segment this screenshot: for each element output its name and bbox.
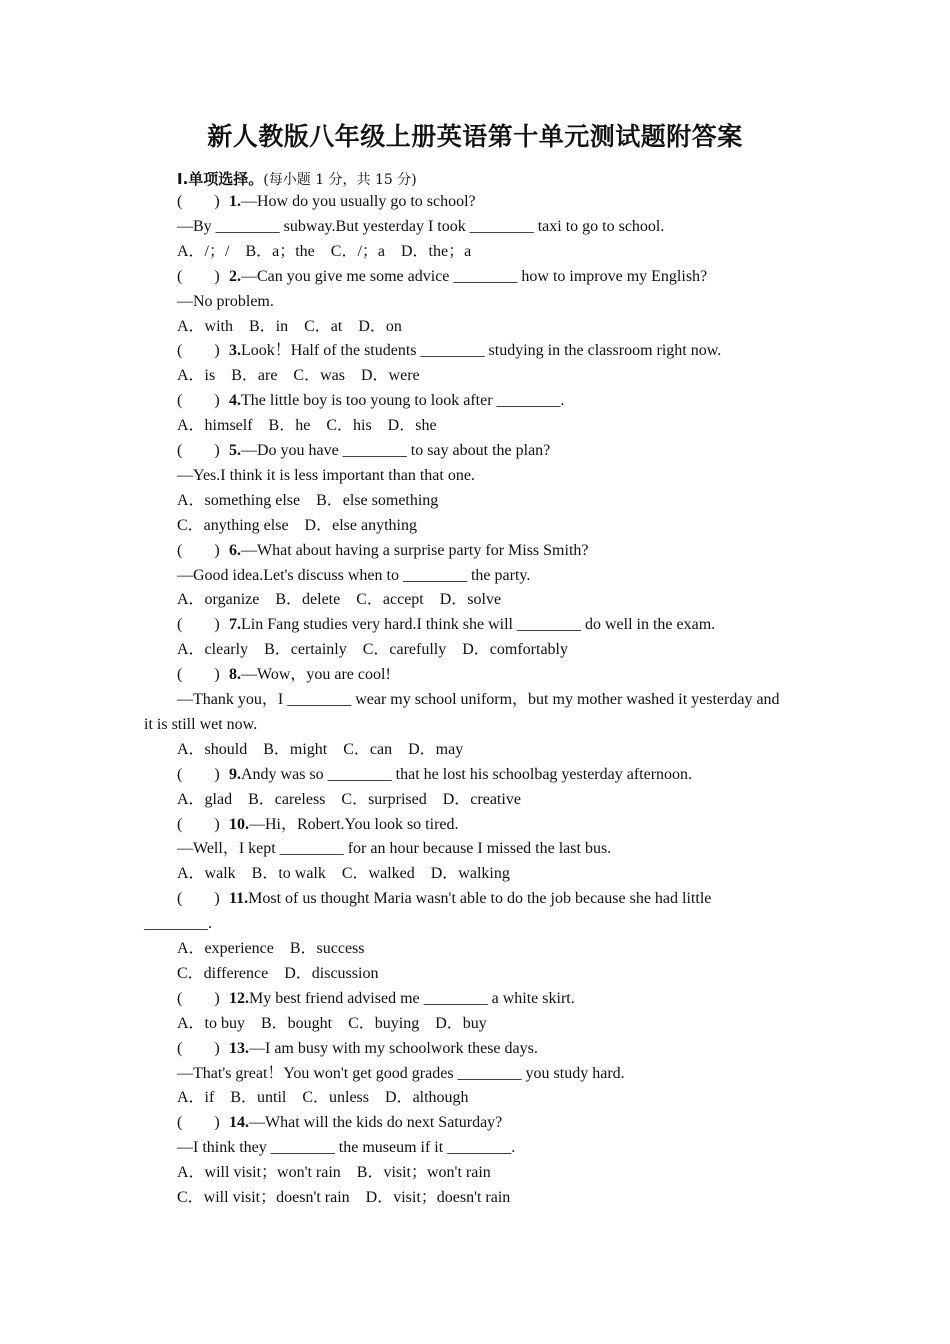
text-line — [177, 1012, 487, 1037]
question-number: 14. — [229, 1114, 249, 1132]
answer-parentheses: ( ) — [177, 193, 220, 210]
text-line — [177, 1186, 510, 1211]
line-text: —Thank you，I ________ wear my school uniform，but my mother washed it yesterday and — [177, 691, 780, 708]
line-text: A．is B．are C．was D．were — [177, 367, 420, 385]
question-line — [177, 1037, 538, 1062]
text-line — [177, 862, 510, 887]
question-text: —Wow，you are cool! — [241, 666, 391, 684]
question-text: —What about having a surprise party for Miss Smith? — [241, 541, 589, 559]
question-line — [177, 389, 565, 414]
document-title: 新人教版八年级上册英语第十单元测试题附答案 — [207, 122, 743, 151]
question-line — [177, 339, 721, 364]
question-number: 2. — [229, 267, 241, 285]
line-text: C．difference D．discussion — [177, 964, 379, 982]
line-text: A．something else B．else something — [177, 491, 439, 509]
question-number: 6. — [229, 541, 241, 559]
line-text: C．will visit；doesn't rain D．visit；doesn't rain — [177, 1189, 511, 1206]
line-text: —By ________ subway.But yesterday I took ________ taxi to go to school. — [177, 217, 665, 235]
line-text: —Well，I kept ________ for an hour because I missed the last bus. — [177, 840, 612, 858]
question-text: —I am busy with my schoolwork these days. — [249, 1039, 538, 1057]
question-text: —Do you have ________ to say about the plan? — [241, 442, 551, 459]
question-line — [177, 190, 476, 215]
text-line — [177, 464, 475, 489]
question-line — [177, 539, 589, 564]
question-number: 1. — [229, 193, 241, 210]
line-text: A．will visit；won't rain B．visit；won't rain — [177, 1164, 491, 1182]
line-text: —No problem. — [177, 292, 274, 310]
text-line — [177, 1161, 491, 1186]
text-line — [177, 738, 463, 763]
text-line — [177, 215, 664, 240]
text-line — [177, 937, 365, 962]
question-number: 10. — [229, 815, 249, 833]
answer-parentheses: ( ) — [177, 342, 220, 360]
question-line — [177, 1111, 502, 1136]
question-line — [177, 763, 692, 788]
question-text: Andy was so ________ that he lost his schoolbag yesterday afternoon. — [241, 765, 693, 783]
line-text: A．walk B．to walk C．walked D．walking — [177, 865, 510, 883]
question-line — [177, 439, 550, 464]
text-line — [177, 414, 437, 439]
question-number: 3. — [229, 342, 241, 360]
question-number: 7. — [229, 616, 241, 634]
question-line — [177, 613, 715, 638]
answer-parentheses: ( ) — [177, 1114, 220, 1132]
answer-parentheses: ( ) — [177, 541, 220, 559]
line-text: A．should B．might C．can D．may — [177, 740, 464, 758]
question-number: 11. — [229, 890, 249, 908]
question-number: 8. — [229, 666, 241, 684]
text-line — [177, 1086, 469, 1111]
answer-parentheses: ( ) — [177, 989, 220, 1007]
section-heading — [177, 168, 417, 189]
question-text: My best friend advised me ________ a white skirt. — [249, 989, 575, 1007]
question-text: —How do you usually go to school? — [241, 193, 476, 210]
answer-parentheses: ( ) — [177, 890, 220, 908]
question-text: Lin Fang studies very hard.I think she will ________ do well in the exam. — [241, 616, 716, 634]
section-note: (每小题 1 分，共 15 分) — [263, 172, 417, 188]
question-text: —Can you give me some advice ________ how to improve my English? — [241, 267, 708, 285]
text-line — [177, 564, 530, 589]
text-line — [177, 315, 402, 340]
line-text: A．experience B．success — [177, 940, 365, 957]
line-text: A．/；/ B．a；the C．/；a D．the；a — [177, 242, 472, 260]
line-text: A．glad B．careless C．surprised D．creative — [177, 790, 521, 808]
line-text: ________. — [144, 915, 212, 933]
question-line — [177, 265, 707, 290]
answer-parentheses: ( ) — [177, 815, 220, 833]
question-number: 5. — [229, 442, 241, 459]
text-line — [177, 364, 420, 389]
question-text: —Hi，Robert.You look so tired. — [249, 815, 459, 833]
line-text: A．clearly B．certainly C．carefully D．comfortably — [177, 641, 568, 659]
line-text: A．with B．in C．at D．on — [177, 317, 402, 335]
line-text: C．anything else D．else anything — [177, 516, 417, 534]
text-line — [177, 1136, 515, 1161]
question-line — [177, 987, 575, 1012]
answer-parentheses: ( ) — [177, 267, 220, 285]
text-line — [177, 514, 417, 539]
section-heading-text: Ⅰ.单项选择。 — [177, 170, 264, 188]
text-line — [177, 489, 438, 514]
text-line — [177, 962, 378, 987]
line-text: A．if B．until C．unless D．although — [177, 1089, 469, 1107]
question-line — [177, 663, 391, 688]
question-text: Most of us thought Maria wasn't able to do the job because she had little — [248, 890, 712, 908]
line-text: —Yes.I think it is less important than that one. — [177, 466, 475, 484]
line-text: —I think they ________ the museum if it ________. — [177, 1139, 516, 1157]
question-text: —What will the kids do next Saturday? — [249, 1114, 503, 1132]
question-number: 9. — [229, 765, 241, 783]
question-text: Look！Half of the students ________ studying in the classroom right now. — [241, 342, 722, 360]
answer-parentheses: ( ) — [177, 442, 220, 459]
answer-parentheses: ( ) — [177, 392, 220, 410]
text-line — [177, 638, 568, 663]
line-text: it is still wet now. — [144, 715, 258, 733]
answer-parentheses: ( ) — [177, 666, 220, 684]
line-text: —That's great！You won't get good grades ________ you study hard. — [177, 1064, 625, 1082]
text-line — [177, 788, 521, 813]
text-line — [177, 688, 780, 713]
line-text: —Good idea.Let's discuss when to ________ the party. — [177, 566, 531, 584]
text-line — [177, 588, 501, 613]
question-text: The little boy is too young to look after ________. — [241, 392, 565, 410]
answer-parentheses: ( ) — [177, 1039, 220, 1057]
wrapped-line — [144, 912, 212, 937]
question-line — [177, 813, 459, 838]
question-number: 4. — [229, 392, 241, 410]
wrapped-line — [144, 713, 257, 738]
answer-parentheses: ( ) — [177, 616, 220, 634]
question-number: 13. — [229, 1039, 249, 1057]
text-line — [177, 240, 471, 265]
answer-parentheses: ( ) — [177, 765, 220, 783]
line-text: A．to buy B．bought C．buying D．buy — [177, 1014, 487, 1032]
line-text: A．himself B．he C．his D．she — [177, 417, 437, 435]
line-text: A．organize B．delete C．accept D．solve — [177, 591, 502, 609]
question-number: 12. — [229, 989, 249, 1007]
text-line — [177, 837, 611, 862]
text-line — [177, 290, 274, 315]
question-line — [177, 887, 711, 912]
text-line — [177, 1062, 625, 1087]
